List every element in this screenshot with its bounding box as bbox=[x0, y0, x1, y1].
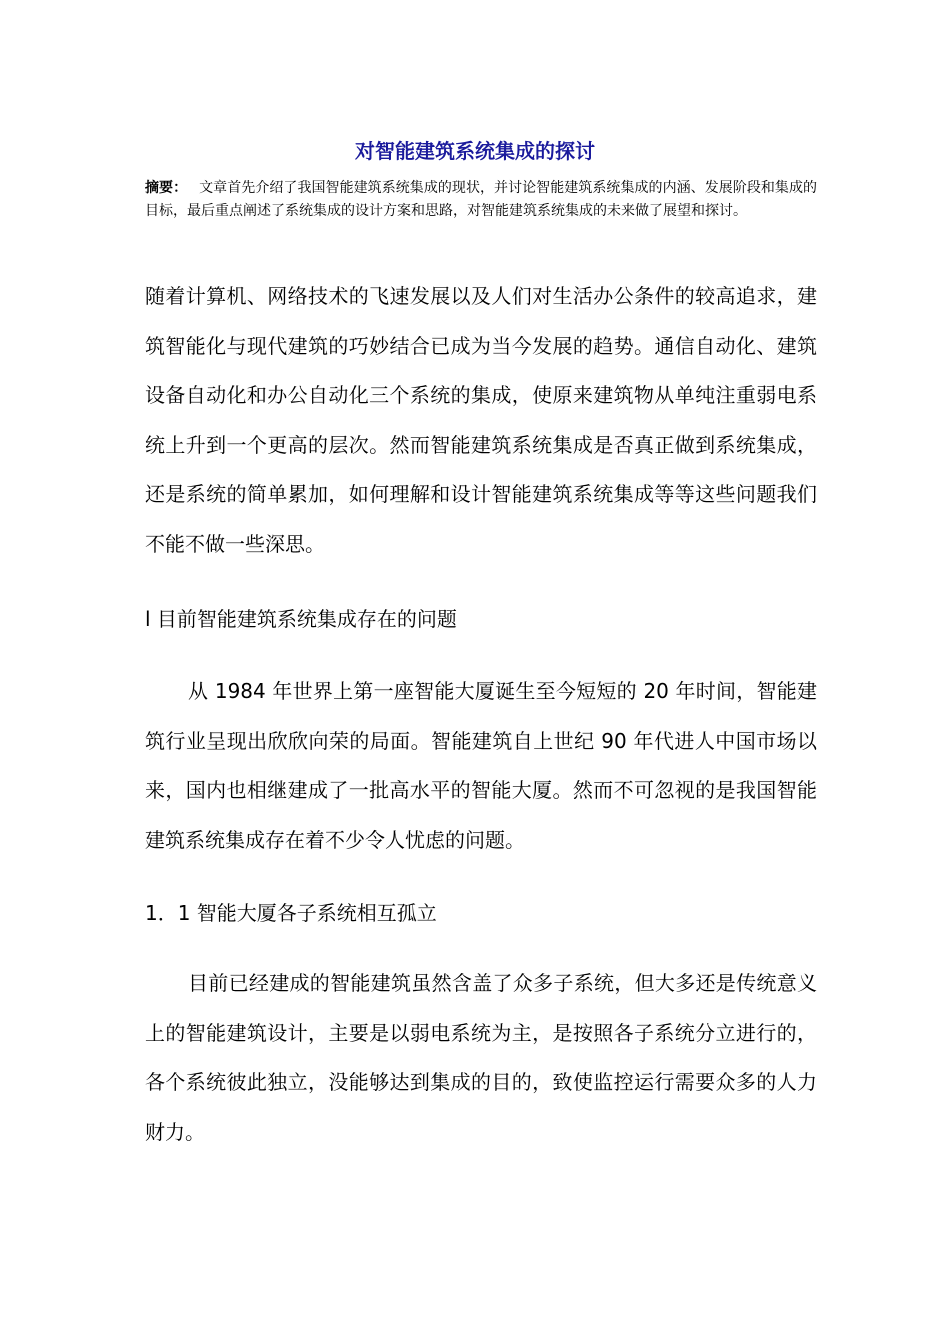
abstract-label: 摘要： bbox=[145, 180, 188, 196]
intro-paragraph: 随着计算机、网络技术的飞速发展以及人们对生活办公条件的较高追求，建筑智能化与现代建筑的巧妙结合已成为当今发展的趋势。通信自动化、建筑设备自动化和办公自动化三个系统的集成，使原来建筑物从单纯注重弱电系统上升到一个更高的层次。然而智能建筑系统集成是否真正做到系统集成，还是系统的简单累加，如何理解和设计智能建筑系统集成等等这些问题我们不能不做一些深思。 bbox=[145, 284, 817, 556]
section-1-paragraph: 从 1984 年世界上第一座智能大厦诞生至今短短的 20 年时间，智能建筑行业呈现出欣欣向荣的局面。智能建筑自上世纪 90 年代进人中国市场以来，国内也相继建成了一批高水平的智能大厦。然而不可忽视的是我国智能建筑系统集成存在着不少令人忧虑的问题。 bbox=[145, 679, 817, 852]
abstract-text: 文章首先介绍了我国智能建筑系统集成的现状，并讨论智能建筑系统集成的内涵、发展阶段和集成的目标，最后重点阐述了系统集成的设计方案和思路，对智能建筑系统集成的未来做了展望和探讨。 bbox=[145, 180, 818, 219]
subsection-1-1-paragraph: 目前已经建成的智能建筑虽然含盖了众多子系统，但大多还是传统意义上的智能建筑设计，主要是以弱电系统为主，是按照各子系统分立进行的，各个系统彼此独立，没能够达到集成的目的，致使监控运行需要众多的人力财力。 bbox=[145, 971, 817, 1144]
section-heading-1: l 目前智能建筑系统集成存在的问题 bbox=[145, 607, 457, 631]
subsection-heading-1-1: 1．1 智能大厦各子系统相互孤立 bbox=[145, 901, 437, 925]
abstract bbox=[145, 177, 817, 223]
document-title: 对智能建筑系统集成的探讨 bbox=[355, 139, 595, 163]
